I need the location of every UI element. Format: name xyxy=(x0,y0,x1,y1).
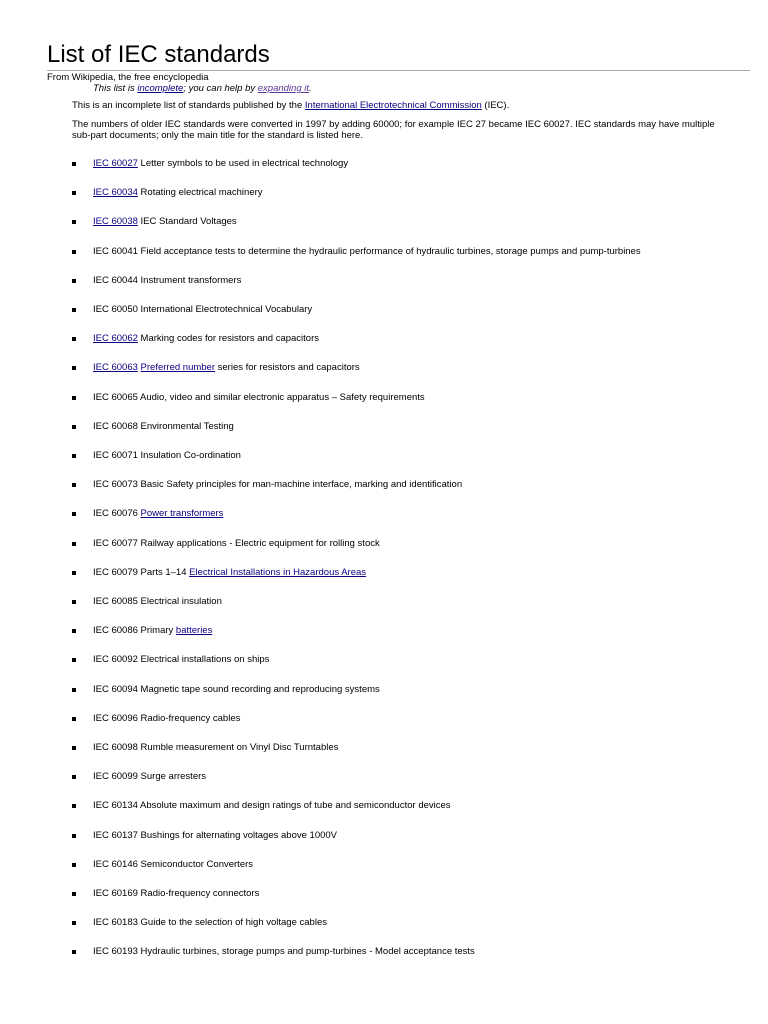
standard-code: IEC 60050 xyxy=(93,304,138,315)
bullet-icon xyxy=(72,746,76,750)
incomplete-list-notice xyxy=(93,83,312,95)
standard-description: Primary xyxy=(137,625,176,637)
bullet-icon xyxy=(72,571,76,575)
standard-entry-text xyxy=(93,595,222,609)
standard-code-link[interactable]: IEC 60034 xyxy=(93,187,138,199)
standard-code-link[interactable]: IEC 60062 xyxy=(93,333,138,345)
bullet-icon xyxy=(72,220,76,224)
standard-entry-text xyxy=(93,537,380,551)
standard-entry-text xyxy=(93,391,425,405)
standard-entry-text xyxy=(93,361,360,375)
bullet-icon xyxy=(72,512,76,516)
bullet-icon xyxy=(72,191,76,195)
standard-entry-text xyxy=(93,829,337,843)
standard-entry-text xyxy=(93,507,223,521)
standard-entry-text xyxy=(93,449,241,463)
standard-description: Letter symbols to be used in electrical technology xyxy=(137,158,349,169)
standard-code: IEC 60079 xyxy=(93,566,138,578)
standard-code: IEC 60041 xyxy=(93,245,138,257)
standard-code: IEC 60071 xyxy=(93,450,138,461)
standard-topic-link[interactable]: Preferred number xyxy=(140,362,215,374)
bullet-icon xyxy=(72,775,76,779)
bullet-icon xyxy=(72,250,76,254)
bullet-icon xyxy=(72,600,76,604)
standard-entry-text xyxy=(93,653,269,667)
standard-entry-text xyxy=(93,566,366,580)
intro-paragraph xyxy=(72,100,732,112)
standard-entry-text xyxy=(93,157,348,171)
standard-code: IEC 60068 xyxy=(93,420,138,432)
standard-description: Railway applications - Electric equipment for rolling stock xyxy=(137,537,380,549)
notice-middle: ; you can help by xyxy=(183,83,258,94)
bullet-icon xyxy=(72,454,76,458)
incomplete-link[interactable]: incomplete xyxy=(137,83,184,94)
standard-entry-text xyxy=(93,420,234,434)
iec-commission-link[interactable]: International Electrotechnical Commission xyxy=(304,100,482,111)
standard-description: Electrical insulation xyxy=(137,596,222,607)
notice-suffix: . xyxy=(309,83,312,94)
standard-entry-text xyxy=(93,887,259,901)
standard-code: IEC 60099 xyxy=(93,771,138,783)
bullet-icon xyxy=(72,308,76,312)
bullet-icon xyxy=(72,892,76,896)
standard-description: Rotating electrical machinery xyxy=(137,187,263,199)
bullet-icon xyxy=(72,483,76,487)
standard-description: Marking codes for resistors and capacitors xyxy=(137,333,320,345)
bullet-icon xyxy=(72,834,76,838)
standard-description: Audio, video and similar electronic apparatus – Safety requirements xyxy=(137,391,425,403)
bullet-icon xyxy=(72,542,76,546)
standard-entry-text xyxy=(93,741,338,755)
page-title: List of IEC standards xyxy=(47,41,270,68)
standard-description: Semiconductor Converters xyxy=(137,858,254,870)
bullet-icon xyxy=(72,396,76,400)
standard-description: Instrument transformers xyxy=(137,274,242,286)
standard-code: IEC 60076 xyxy=(93,508,138,520)
standard-code-link[interactable]: IEC 60063 xyxy=(93,362,138,374)
standard-topic-link[interactable]: Electrical Installations in Hazardous Areas xyxy=(189,566,367,578)
bullet-icon xyxy=(72,279,76,283)
bullet-icon xyxy=(72,337,76,341)
standard-entry-text xyxy=(93,478,462,492)
standard-entry-text xyxy=(93,624,212,638)
standard-code: IEC 60065 xyxy=(93,391,138,403)
standard-description: Basic Safety principles for man-machine interface, marking and identification xyxy=(137,479,463,491)
intro-suffix: (IEC). xyxy=(481,100,510,111)
standard-description-suffix: series for resistors and capacitors xyxy=(215,362,360,374)
standard-description: Environmental Testing xyxy=(137,420,234,432)
standard-description: Bushings for alternating voltages above 1000V xyxy=(137,829,338,841)
standard-code: IEC 60086 xyxy=(93,625,138,637)
standard-description: Parts 1–14 xyxy=(137,566,190,578)
standard-description: IEC Standard Voltages xyxy=(137,216,237,228)
standard-topic-link[interactable]: batteries xyxy=(175,625,213,637)
standard-topic-link[interactable]: Power transformers xyxy=(140,508,224,520)
bullet-icon xyxy=(72,629,76,633)
title-divider xyxy=(47,70,750,71)
standard-code: IEC 60092 xyxy=(93,654,138,666)
standard-description: Surge arresters xyxy=(137,771,207,783)
standard-description: Magnetic tape sound recording and reproducing systems xyxy=(137,683,380,695)
standard-entry-text xyxy=(93,799,451,813)
standard-code: IEC 60044 xyxy=(93,274,138,286)
standard-code: IEC 60073 xyxy=(93,479,138,491)
standard-description: Guide to the selection of high voltage cables xyxy=(137,917,327,929)
bullet-icon xyxy=(72,863,76,867)
standard-entry-text xyxy=(93,245,641,259)
standard-code: IEC 60193 xyxy=(93,946,138,958)
standard-description: Absolute maximum and design ratings of tube and semiconductor devices xyxy=(137,800,451,812)
standard-description: Electrical installations on ships xyxy=(137,654,270,666)
bullet-icon xyxy=(72,425,76,429)
bullet-icon xyxy=(72,366,76,370)
bullet-icon xyxy=(72,804,76,808)
standard-description: Rumble measurement on Vinyl Disc Turntables xyxy=(137,742,339,753)
standard-entry-text xyxy=(93,916,327,930)
expanding-it-link[interactable]: expanding it xyxy=(257,83,309,94)
standard-entry-text xyxy=(93,945,475,959)
standard-code-link[interactable]: IEC 60038 xyxy=(93,216,138,228)
numbering-note-paragraph: The numbers of older IEC standards were converted in 1997 by adding 60000; for example IEC 27 became IEC 60027. IEC standards may have multiple sub-part documents; only the main title for the standard is listed here. xyxy=(72,119,715,141)
standard-code: IEC 60134 xyxy=(93,800,138,812)
standard-entry-text xyxy=(93,215,237,229)
tagline: From Wikipedia, the free encyclopedia xyxy=(47,72,209,83)
intro-prefix: This is an incomplete list of standards published by the xyxy=(72,100,305,111)
standard-entry-text xyxy=(93,712,240,726)
standard-description: Insulation Co-ordination xyxy=(137,450,241,461)
bullet-icon xyxy=(72,658,76,662)
bullet-icon xyxy=(72,921,76,925)
bullet-icon xyxy=(72,162,76,166)
standard-entry-text xyxy=(93,274,241,288)
standard-code: IEC 60183 xyxy=(93,917,138,929)
standard-code: IEC 60169 xyxy=(93,888,138,899)
standard-code: IEC 60137 xyxy=(93,829,138,841)
standard-description: Field acceptance tests to determine the hydraulic performance of hydraulic turbines, storage pumps and pump-turbines xyxy=(137,245,641,257)
standard-entry-text xyxy=(93,332,319,346)
standard-entry-text xyxy=(93,858,253,872)
standard-code-link[interactable]: IEC 60027 xyxy=(93,158,138,169)
standard-code: IEC 60077 xyxy=(93,537,138,549)
bullet-icon xyxy=(72,950,76,954)
standard-code: IEC 60094 xyxy=(93,683,138,695)
standard-code: IEC 60085 xyxy=(93,596,138,607)
standard-description: Radio-frequency cables xyxy=(137,712,241,724)
standard-entry-text xyxy=(93,770,206,784)
standard-description: International Electrotechnical Vocabulary xyxy=(137,304,313,315)
notice-prefix: This list is xyxy=(93,83,138,94)
bullet-icon xyxy=(72,688,76,692)
standard-entry-text xyxy=(93,186,263,200)
bullet-icon xyxy=(72,717,76,721)
standard-description: Hydraulic turbines, storage pumps and pump-turbines - Model acceptance tests xyxy=(137,946,475,958)
standard-entry-text xyxy=(93,303,312,317)
standard-entry-text xyxy=(93,683,380,697)
standard-code: IEC 60096 xyxy=(93,712,138,724)
standard-description: Radio-frequency connectors xyxy=(137,888,260,899)
standard-code: IEC 60146 xyxy=(93,858,138,870)
standard-code: IEC 60098 xyxy=(93,742,138,753)
